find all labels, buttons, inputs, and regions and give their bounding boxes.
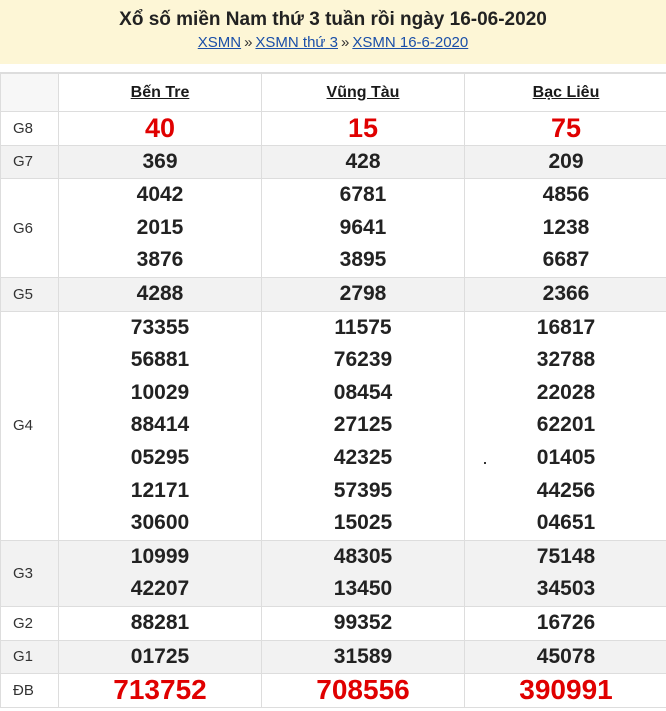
prize-number: 2015 (136, 215, 184, 239)
prize-row-db (1, 674, 666, 708)
prize-number: 04651 (536, 511, 596, 535)
prize-cell (262, 311, 465, 540)
province-label: Bến Tre (130, 83, 190, 101)
prize-cell (262, 145, 465, 179)
prize-cell (262, 674, 465, 708)
prize-cell (465, 640, 666, 674)
prize-number: 75148 (536, 544, 596, 568)
prize-row-g5 (1, 277, 666, 311)
prize-number: 2366 (542, 281, 590, 305)
prize-cell (59, 112, 262, 146)
prize-number: 32788 (536, 348, 596, 372)
prize-label: ĐB (1, 674, 59, 708)
prize-number: 30600 (130, 511, 190, 535)
prize-number: 6687 (542, 248, 590, 272)
prize-number: 22028 (536, 380, 596, 404)
prize-number: 75 (550, 113, 582, 143)
prize-number: 11575 (334, 315, 392, 339)
prize-number: 13450 (333, 577, 393, 601)
breadcrumb-xsmn-link[interactable]: XSMN (197, 34, 242, 51)
breadcrumb-separator: » (244, 34, 253, 51)
special-prize-number: 708556 (316, 674, 410, 706)
results-table (0, 73, 666, 708)
prize-number: 9641 (339, 215, 387, 239)
prize-cell (262, 179, 465, 278)
prize-cell (465, 179, 666, 278)
prize-label: G2 (1, 606, 59, 640)
prize-label: G5 (1, 277, 59, 311)
prize-row-g6 (1, 179, 666, 278)
prize-number: 4856 (542, 183, 590, 207)
prize-number: 73355 (130, 315, 190, 339)
prize-label: G1 (1, 640, 59, 674)
prize-number: 99352 (333, 610, 393, 634)
prize-number: 3895 (339, 248, 387, 272)
prize-cell (59, 640, 262, 674)
prize-cell (465, 606, 666, 640)
prize-number: 12171 (130, 478, 190, 502)
prize-cell (465, 674, 666, 708)
prize-number: 42207 (130, 577, 190, 601)
prize-number: 88281 (130, 610, 190, 634)
prize-number: 76239 (333, 348, 393, 372)
prize-number: 40 (144, 113, 176, 143)
prize-label: G3 (1, 540, 59, 606)
province-vung-tau[interactable] (262, 74, 465, 112)
prize-number: 209 (548, 149, 584, 173)
province-label: Bạc Liêu (532, 83, 600, 101)
prize-cell (262, 606, 465, 640)
prize-number: 42325 (333, 445, 393, 469)
prize-number: 10999 (130, 544, 190, 568)
breadcrumb-xsmn-thu3-link[interactable]: XSMN thứ 3 (255, 34, 338, 51)
page-header (0, 0, 666, 64)
prize-number: 2798 (339, 281, 387, 305)
breadcrumb-xsmn-date-link[interactable]: XSMN 16-6-2020 (352, 34, 469, 51)
prize-row-g8 (1, 112, 666, 146)
prize-label: G8 (1, 112, 59, 146)
header-gap (0, 64, 666, 73)
special-prize-number: 713752 (113, 674, 207, 706)
prize-number: 3876 (136, 248, 184, 272)
prize-cell (465, 145, 666, 179)
prize-row-g3 (1, 540, 666, 606)
prize-number: 10029 (130, 380, 190, 404)
prize-label: G7 (1, 145, 59, 179)
prize-cell (59, 606, 262, 640)
prize-number: 4288 (136, 281, 184, 305)
prize-cell (465, 311, 666, 540)
prize-number: 44256 (536, 478, 596, 502)
province-label: Vũng Tàu (326, 83, 400, 101)
prize-cell (59, 179, 262, 278)
prize-cell (59, 145, 262, 179)
prize-row-g1 (1, 640, 666, 674)
province-ben-tre[interactable] (59, 74, 262, 112)
prize-number: 15025 (333, 511, 393, 535)
prize-number: 16726 (536, 610, 596, 634)
prize-cell (262, 540, 465, 606)
prize-cell (59, 277, 262, 311)
prize-number: 56881 (130, 348, 190, 372)
stray-dot (484, 462, 486, 464)
province-header-row (1, 74, 666, 112)
prize-number: 88414 (130, 413, 190, 437)
prize-number: 62201 (536, 413, 596, 437)
prize-number: 16817 (536, 315, 596, 339)
prize-number: 01725 (130, 644, 190, 668)
prize-number: 48305 (333, 544, 393, 568)
prize-number: 15 (347, 113, 379, 143)
prize-table-body (1, 112, 666, 708)
prize-number: 4042 (136, 183, 184, 207)
prize-cell (59, 674, 262, 708)
prize-cell (262, 112, 465, 146)
prize-cell (262, 640, 465, 674)
prize-label: G6 (1, 179, 59, 278)
prize-number: 45078 (536, 644, 596, 668)
prize-label: G4 (1, 311, 59, 540)
corner-cell (1, 74, 59, 112)
prize-number: 27125 (333, 413, 393, 437)
prize-cell (59, 540, 262, 606)
prize-row-g2 (1, 606, 666, 640)
prize-number: 08454 (333, 380, 393, 404)
prize-number: 428 (345, 149, 381, 173)
prize-row-g7 (1, 145, 666, 179)
prize-number: 1238 (542, 215, 590, 239)
prize-cell (465, 112, 666, 146)
breadcrumb (0, 33, 666, 53)
prize-number: 6781 (339, 183, 387, 207)
prize-number: 31589 (333, 644, 393, 668)
prize-cell (59, 311, 262, 540)
prize-number: 01405 (536, 445, 596, 469)
prize-number: 369 (142, 149, 178, 173)
prize-number: 57395 (333, 478, 393, 502)
prize-cell (465, 277, 666, 311)
prize-row-g4 (1, 311, 666, 540)
prize-number: 05295 (130, 445, 190, 469)
province-bac-lieu[interactable] (465, 74, 666, 112)
special-prize-number: 390991 (519, 674, 613, 706)
prize-number: 34503 (536, 577, 596, 601)
prize-cell (262, 277, 465, 311)
page-title: Xổ số miền Nam thứ 3 tuần rồi ngày 16-06-2020 (119, 9, 547, 30)
breadcrumb-separator: » (341, 34, 350, 51)
prize-cell (465, 540, 666, 606)
